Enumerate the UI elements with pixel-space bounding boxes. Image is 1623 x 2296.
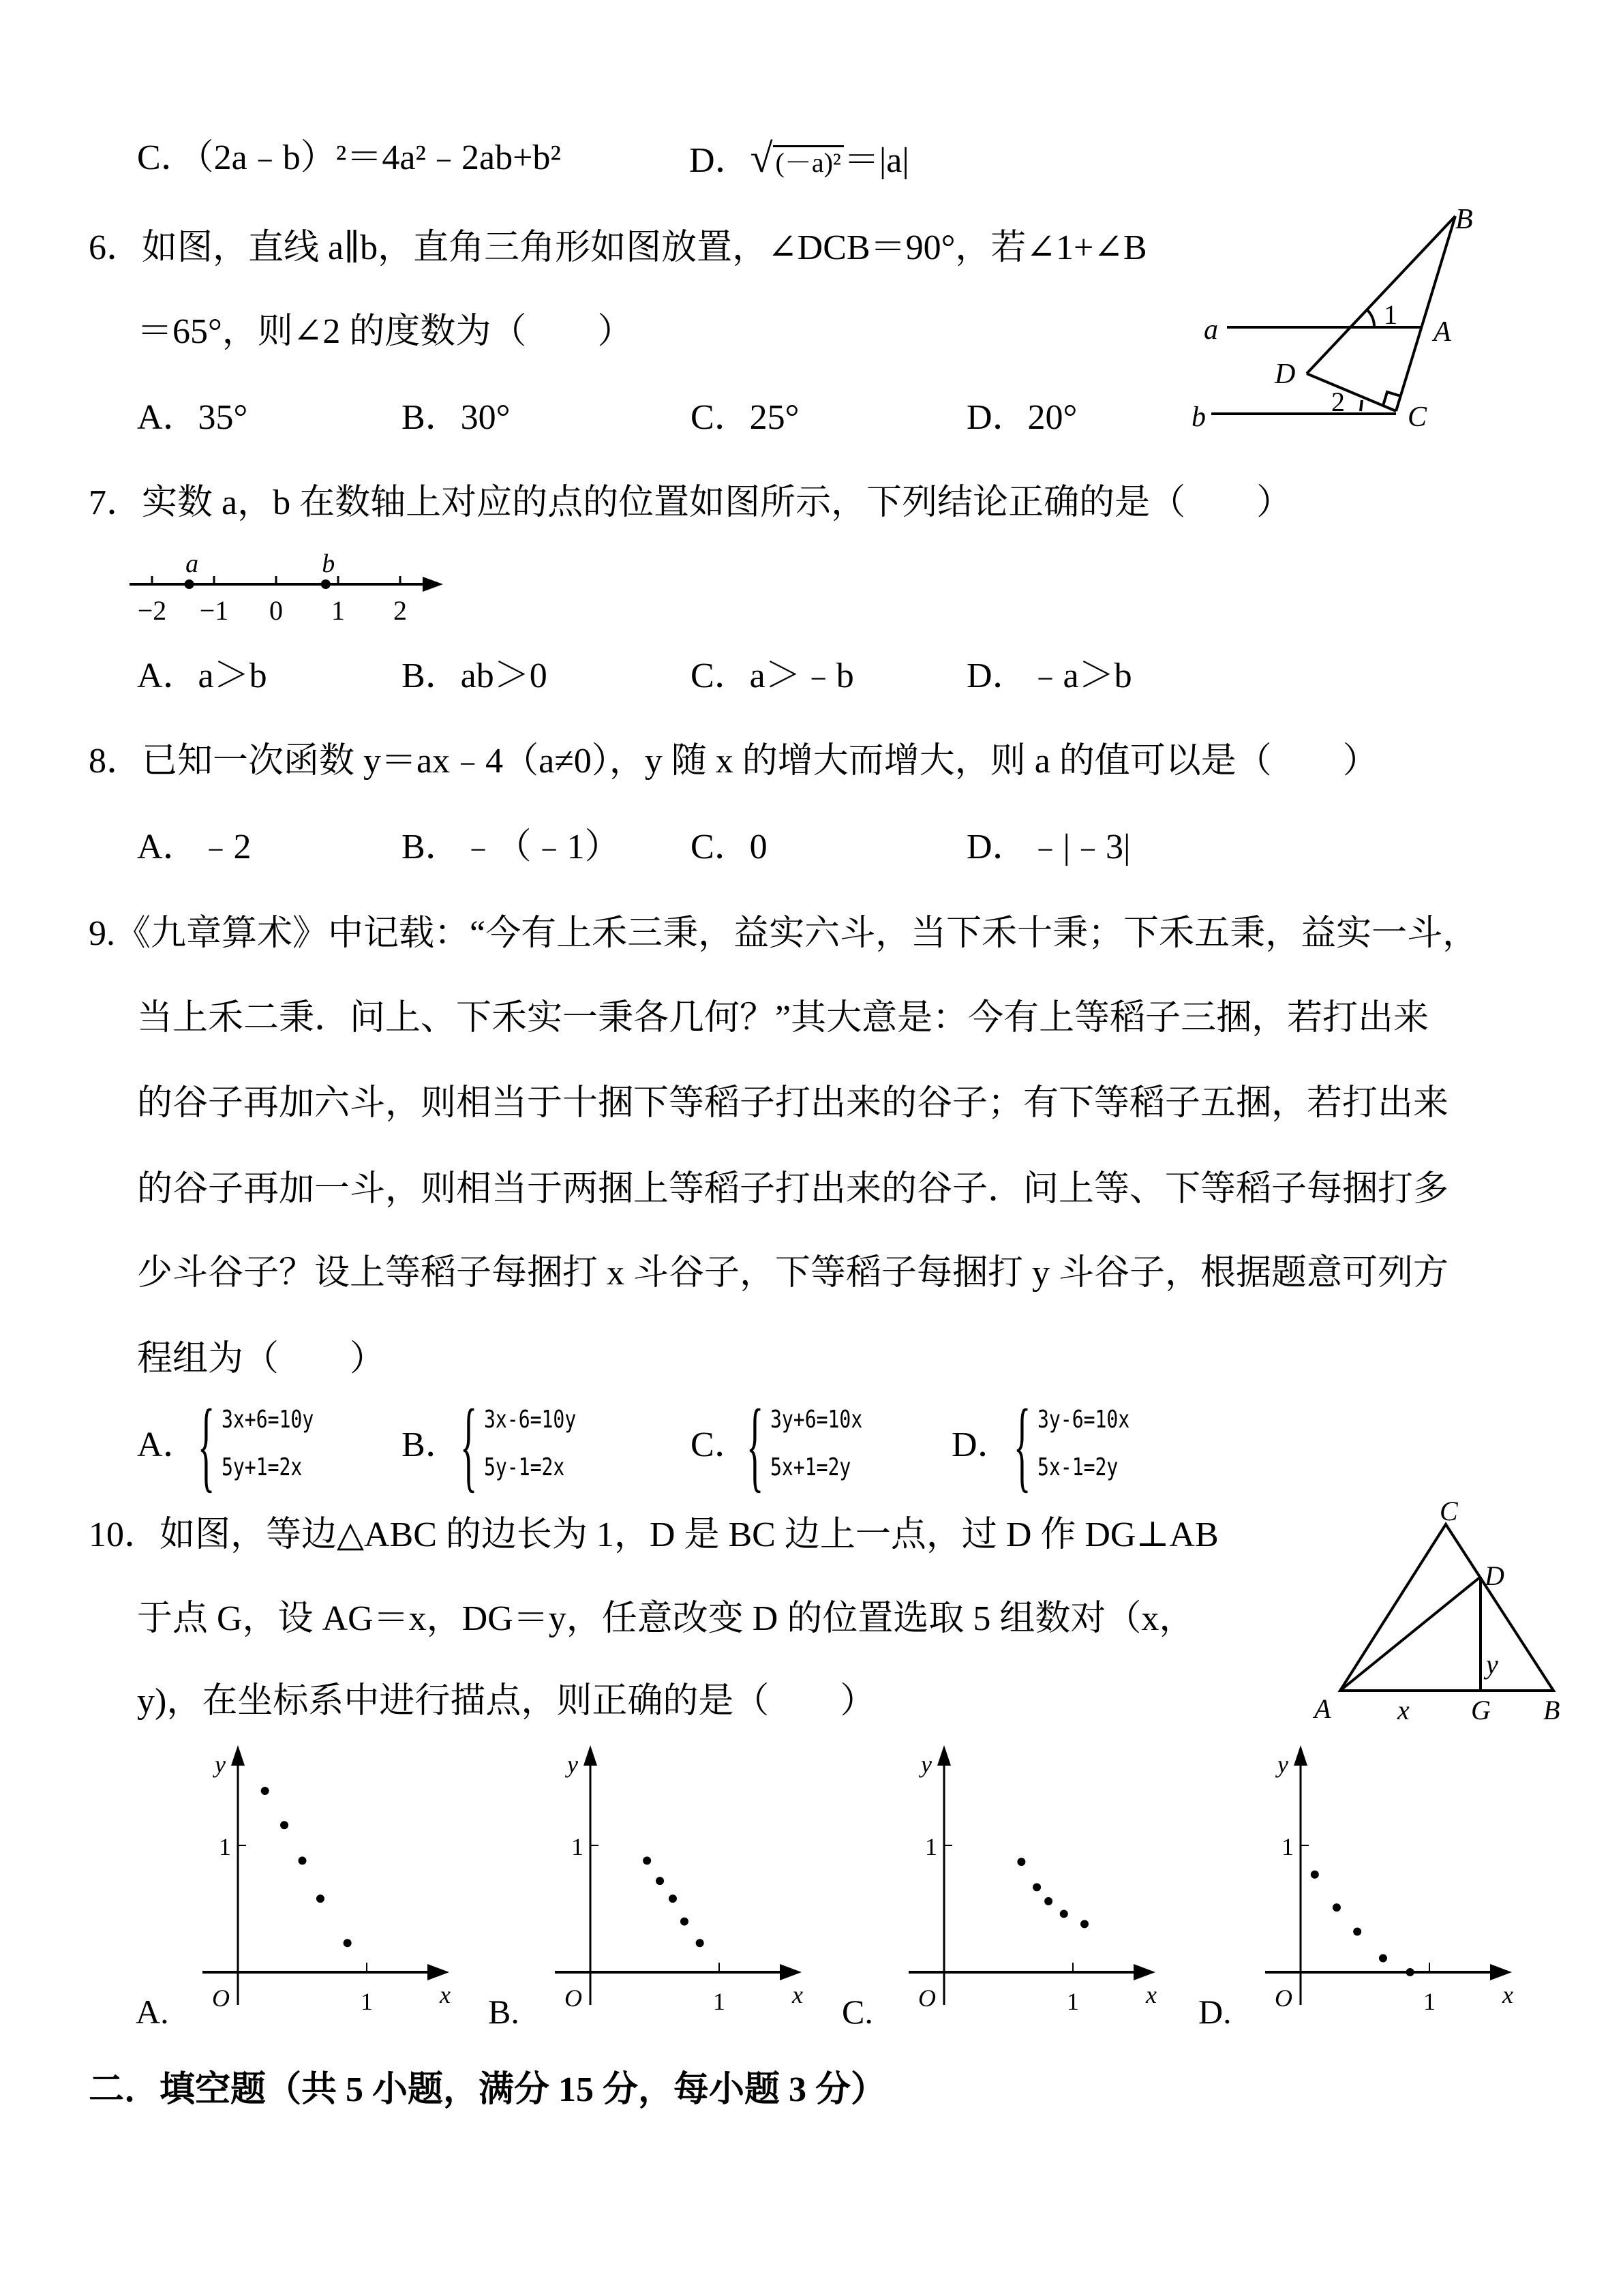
label-angle1: 1	[1384, 299, 1397, 330]
angle1-arc	[1367, 310, 1374, 327]
q7-option-d: D．﹣a＞b	[967, 656, 1132, 695]
q9-line1: 9.《九章算术》中记载：“今有上禾三秉，益实六斗，当下禾十秉；下禾五秉，益实一斗，	[89, 914, 1478, 953]
q6-option-b: B．30°	[401, 398, 511, 437]
segment-bd	[1307, 216, 1455, 374]
x-tick-label: 1	[1423, 1988, 1436, 2015]
q8-option-d: D．﹣|﹣3|	[967, 828, 1131, 866]
brace-icon: {	[1014, 1389, 1031, 1502]
equation-1: 3y-6=10x	[1037, 1406, 1130, 1434]
y-axis-label: y	[1277, 1751, 1288, 1778]
plot-option-b	[488, 1745, 803, 2031]
option-label: A.	[136, 1993, 169, 2031]
y-tick-label: 1	[925, 1833, 937, 1860]
y-axis-label: y	[567, 1751, 578, 1778]
y-axis-label: y	[921, 1751, 932, 1778]
label-D: D	[1485, 1560, 1504, 1591]
x-tick-label: 1	[1067, 1988, 1079, 2015]
equation-2: 5x-1=2y	[1037, 1453, 1119, 1481]
tick-label: −2	[137, 595, 167, 626]
q7-option-c: C．a＞﹣b	[691, 656, 854, 695]
label-D: D	[1275, 359, 1296, 390]
x-arrow-icon	[1134, 1964, 1155, 1980]
option-label: D．	[952, 1425, 1013, 1464]
tick-label: 0	[269, 595, 283, 626]
q7-number-line	[130, 549, 443, 626]
q10-figure	[1340, 1524, 1553, 1691]
y-axis-label: y	[215, 1751, 226, 1778]
y-tick-label: 1	[571, 1833, 583, 1860]
x-tick-label: 1	[361, 1988, 373, 2015]
data-point	[1080, 1920, 1089, 1928]
q5-option-d-label: D．	[689, 141, 750, 180]
label-A: A	[1314, 1693, 1331, 1724]
data-point	[1044, 1897, 1052, 1905]
equation-1: 3x-6=10y	[484, 1406, 577, 1434]
q10-line1: 10．如图，等边△ABC 的边长为 1，D 是 BC 边上一点，过 D 作 DG⊥AB	[89, 1515, 1219, 1554]
data-point	[316, 1894, 324, 1903]
y-arrow-icon	[1294, 1745, 1307, 1766]
y-arrow-icon	[583, 1745, 597, 1766]
sqrt-icon: √	[750, 136, 773, 181]
q8-option-c: C．0	[691, 828, 768, 866]
x-axis-label: x	[1502, 1981, 1513, 2008]
point-b	[321, 579, 331, 589]
origin-label: O	[212, 1984, 230, 2012]
label-x: x	[1397, 1695, 1410, 1725]
data-point	[643, 1856, 651, 1864]
label-C: C	[1440, 1496, 1458, 1526]
equation-2: 5x+1=2y	[770, 1453, 851, 1481]
q10-line2: 于点 G，设 AG＝x，DG＝y，任意改变 D 的位置选取 5 组数对（x，	[137, 1599, 1195, 1638]
data-point	[280, 1821, 288, 1829]
tick-label: 1	[331, 595, 345, 626]
q8-line1: 8．已知一次函数 y＝ax﹣4（a≠0），y 随 x 的增大而增大，则 a 的值可以是（ ）	[89, 742, 1378, 781]
data-point	[1333, 1903, 1341, 1912]
q9-line5: 少斗谷子？设上等稻子每捆打 x 斗谷子，下等稻子每捆打 y 斗谷子，根据题意可列方	[137, 1254, 1449, 1293]
equation-2: 5y+1=2x	[222, 1453, 303, 1481]
q9-line4: 的谷子再加一斗，则相当于两捆上等稻子打出来的谷子．问上等、下等稻子每捆打多	[137, 1170, 1449, 1209]
equation-1: 3x+6=10y	[222, 1406, 314, 1434]
arrow-icon	[423, 577, 443, 592]
plot-option-c	[842, 1745, 1157, 2031]
point-label: b	[322, 549, 335, 578]
q7-option-b: B．ab＞0	[401, 656, 547, 695]
data-point	[344, 1939, 352, 1947]
data-point	[656, 1877, 664, 1885]
plot-option-d	[1198, 1745, 1513, 2031]
option-label: B.	[488, 1993, 519, 2031]
option-label: C．	[691, 1425, 750, 1464]
label-A: A	[1434, 316, 1451, 348]
q5-option-d-result: ＝|a|	[843, 141, 909, 180]
label-y: y	[1486, 1649, 1498, 1680]
label-angle2: 2	[1331, 387, 1345, 417]
x-arrow-icon	[427, 1964, 449, 1980]
y-arrow-icon	[231, 1745, 245, 1766]
data-point	[1060, 1909, 1068, 1918]
label-G: G	[1471, 1695, 1491, 1725]
q6-figure	[1211, 216, 1455, 414]
x-tick-label: 1	[713, 1988, 725, 2015]
data-point	[1017, 1858, 1025, 1866]
option-label: B．	[401, 1425, 461, 1464]
angle2-mark	[1361, 400, 1362, 411]
tick-label: 2	[393, 595, 407, 626]
origin-label: O	[564, 1984, 582, 2012]
section2-heading: 二．填空题（共 5 小题，满分 15 分，每小题 3 分）	[89, 2070, 887, 2109]
x-axis-label: x	[440, 1981, 451, 2008]
data-point	[696, 1939, 704, 1947]
origin-label: O	[1275, 1984, 1292, 2012]
point-a	[185, 579, 194, 589]
q9-line6: 程组为（ ）	[137, 1340, 386, 1378]
q5-option-c: C．（2a﹣b）²＝4a²﹣2ab+b²	[137, 138, 562, 177]
point-label: a	[185, 549, 199, 578]
equation-1: 3y+6=10x	[770, 1406, 863, 1434]
brace-icon: {	[460, 1389, 478, 1502]
brace-icon: {	[198, 1389, 215, 1502]
data-point	[1033, 1883, 1041, 1891]
y-tick-label: 1	[219, 1833, 231, 1860]
option-label: A．	[137, 1425, 198, 1464]
label-B: B	[1543, 1695, 1560, 1725]
plot-option-a	[136, 1745, 451, 2031]
brace-icon: {	[746, 1389, 764, 1502]
q7-line1: 7．实数 a，b 在数轴上对应的点的位置如图所示，下列结论正确的是（ ）	[89, 483, 1292, 522]
q9-line3: 的谷子再加六斗，则相当于十捆下等稻子打出来的谷子；有下等稻子五捆，若打出来	[137, 1084, 1449, 1123]
q10-line3: y)，在坐标系中进行描点，则正确的是（ ）	[137, 1682, 876, 1721]
x-axis-label: x	[1146, 1981, 1157, 2008]
segment-ad	[1340, 1577, 1481, 1691]
x-arrow-icon	[1490, 1964, 1512, 1980]
y-tick-label: 1	[1281, 1833, 1294, 1860]
q7-option-a: A．a＞b	[137, 656, 267, 695]
data-point	[1353, 1927, 1361, 1935]
option-label: D.	[1198, 1993, 1232, 2031]
data-point	[1406, 1968, 1414, 1976]
q6-option-d: D．20°	[967, 398, 1078, 437]
option-label: C.	[842, 1993, 873, 2031]
data-point	[1311, 1871, 1319, 1879]
q9-line2: 当上禾二秉．问上、下禾实一秉各几何？”其大意是：今有上等稻子三捆，若打出来	[137, 999, 1429, 1038]
data-point	[669, 1894, 677, 1903]
q5-radicand: (－a)²	[773, 145, 844, 178]
q8-option-b: B．﹣（﹣1）	[401, 828, 620, 866]
label-a: a	[1204, 314, 1218, 346]
data-point	[1379, 1954, 1387, 1963]
data-point	[299, 1856, 307, 1864]
data-point	[680, 1918, 688, 1926]
equation-2: 5y-1=2x	[484, 1453, 565, 1481]
data-point	[261, 1787, 269, 1795]
q6-option-c: C．25°	[691, 398, 800, 437]
x-arrow-icon	[780, 1964, 802, 1980]
label-b: b	[1192, 402, 1206, 433]
label-B: B	[1455, 204, 1473, 235]
segment-cb	[1396, 216, 1455, 411]
q6-line1: 6．如图，直线 a∥b，直角三角形如图放置，∠DCB＝90°，若∠1+∠B	[89, 228, 1147, 267]
q8-option-a: A．﹣2	[137, 828, 252, 866]
q10-option-plots	[136, 1745, 1513, 2031]
x-axis-label: x	[792, 1981, 803, 2008]
q6-line2: ＝65°，则∠2 的度数为（ ）	[137, 312, 633, 351]
tick-label: −1	[199, 595, 229, 626]
label-C: C	[1408, 402, 1427, 433]
q6-option-a: A．35°	[137, 398, 248, 437]
origin-label: O	[918, 1984, 936, 2012]
y-arrow-icon	[937, 1745, 951, 1766]
